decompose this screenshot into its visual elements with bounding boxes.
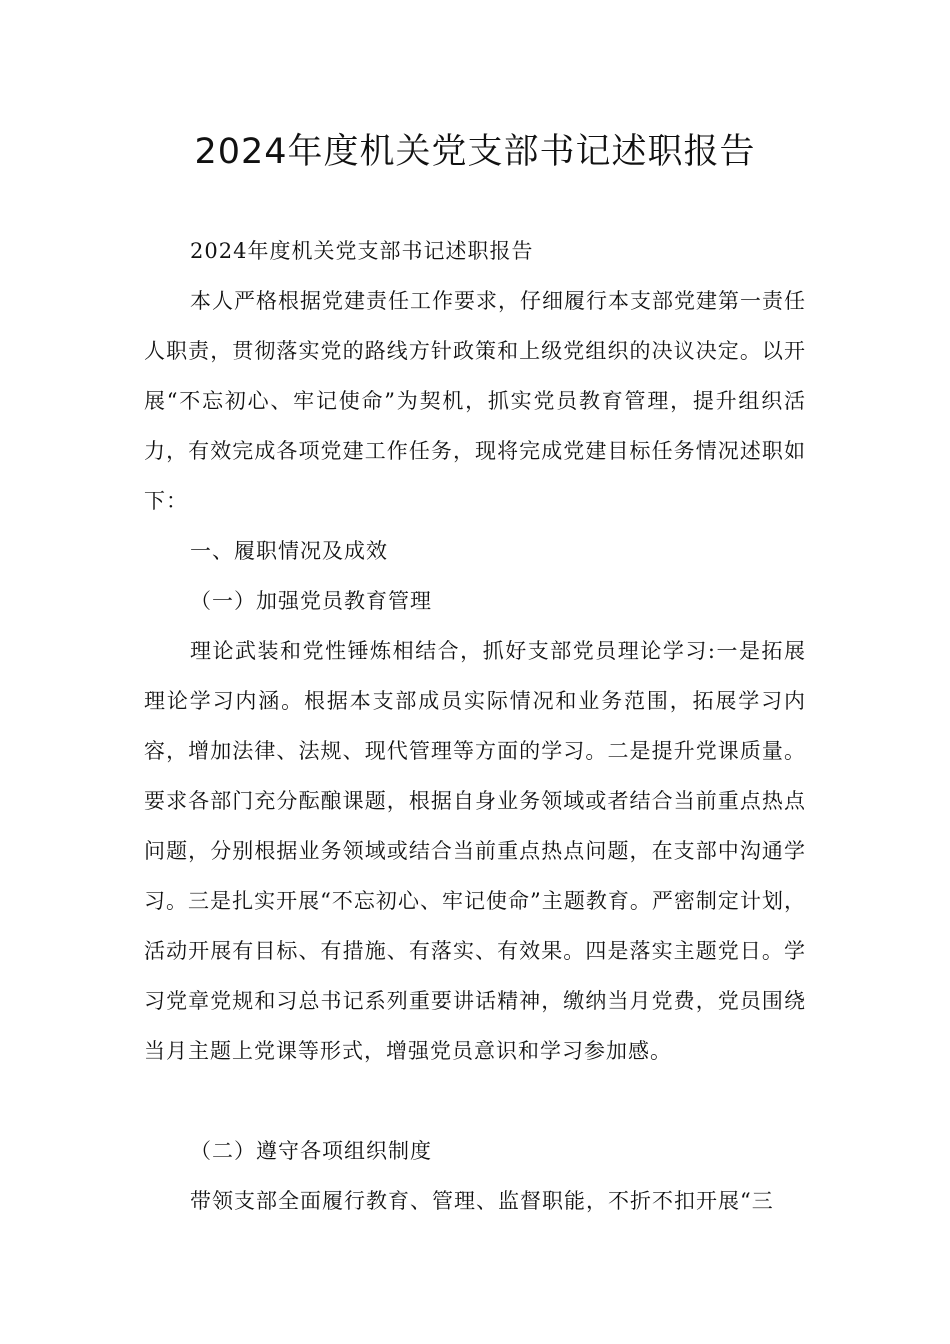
document-subtitle: 2024年度机关党支部书记述职报告 xyxy=(190,239,534,263)
document-body xyxy=(144,226,806,1226)
subsection-heading-1: （一）加强党员教育管理 xyxy=(190,589,432,613)
paragraph-spacer xyxy=(144,1076,806,1126)
subsection-heading-2: （二）遵守各项组织制度 xyxy=(190,1139,432,1163)
subsection-2-paragraph: 带领支部全面履行教育、管理、监督职能，不折不扣开展“三 xyxy=(190,1189,774,1213)
intro-paragraph: 本人严格根据党建责任工作要求，仔细履行本支部党建第一责任人职责，贯彻落实党的路线方针政策和上级党组织的决议决定。以开展“不忘初心、牢记使命”为契机，抓实党员教育管理，提升组织活力，有效完成各项党建工作任务，现将完成党建目标任务情况述职如下： xyxy=(144,289,806,513)
section-heading: 一、履职情况及成效 xyxy=(190,539,388,563)
document-title: 2024年度机关党支部书记述职报告 xyxy=(194,132,756,172)
subsection-1-paragraph: 理论武装和党性锤炼相结合，抓好支部党员理论学习:一是拓展理论学习内涵。根据本支部成员实际情况和业务范围，拓展学习内容，增加法律、法规、现代管理等方面的学习。二是提升党课质量。要求各部门充分酝酿课题，根据自身业务领域或者结合当前重点热点问题，分别根据业务领域或结合当前重点热点问题，在支部中沟通学习。三是扎实开展“不忘初心、牢记使命”主题教育。严密制定计划，活动开展有目标、有措施、有落实、有效果。四是落实主题党日。学习党章党规和习总书记系列重要讲话精神，缴纳当月党费，党员围绕当月主题上党课等形式，增强党员意识和学习参加感。 xyxy=(144,639,806,1063)
